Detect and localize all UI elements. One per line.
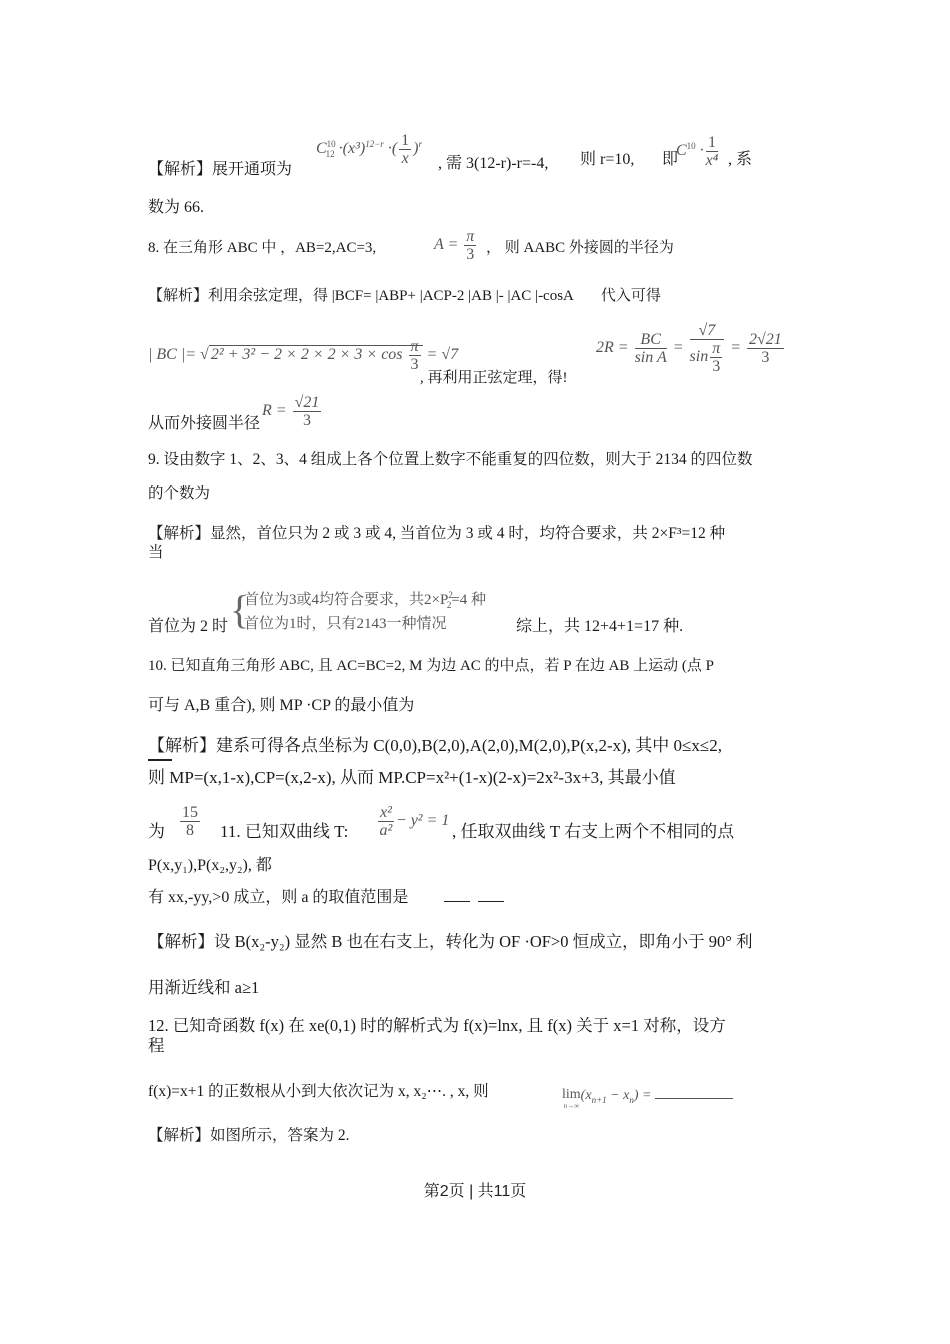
q10-solution-line: 【解析】建系可得各点坐标为 C(0,0),B(2,0),A(2,0),M(2,0),P(x,2-x), 其中 0≤x≤2, bbox=[148, 736, 722, 755]
coefficient-term-formula: $C^{10}$ · $\frac{1}{\text{x⁴}}$ bbox=[676, 134, 719, 169]
sine-rule-text: , 再利用正弦定理，得! bbox=[420, 370, 568, 386]
q9-question: 9. 设由数字 1、2、3、4 组成上各个位置上数字不能重复的四位数，则大于 2134 的四位数 bbox=[148, 451, 753, 468]
q7-condition: , 需 3(12-r)-r=-4, bbox=[438, 155, 549, 172]
answer-blank bbox=[655, 1098, 733, 1099]
q8-question-tail: ， 则 AABC 外接圆的半径为 bbox=[486, 240, 674, 256]
q7-answer-line: 数为 66. bbox=[148, 199, 205, 216]
q9-conclusion: 综上，共 12+4+1=17 种. bbox=[516, 618, 684, 635]
q12-solution: 【解析】如图所示，答案为 2. bbox=[148, 1127, 350, 1144]
q12-question-wrap: 程 bbox=[148, 1036, 165, 1055]
underline-mark bbox=[148, 759, 172, 761]
q10-question: 10. 已知直角三角形 ABC, 且 AC=BC=2, M 为边 AC 的中点，若 P 在边 AB 上运动 (点 P bbox=[148, 658, 714, 674]
radius-conclusion: 从而外接圆半径 bbox=[148, 415, 261, 432]
bc-length-formula: | BC |= √ 2² + 3² − 2 × 2 × 2 × 3 × cos $\frac{\pi}{3}$ = √7 bbox=[148, 338, 459, 373]
q12-question: 12. 已知奇函数 f(x) 在 xe(0,1) 时的解析式为 f(x)=lnx, 且 f(x) 关于 x=1 对称，设方 bbox=[148, 1016, 726, 1035]
q7-xi: , 系 bbox=[728, 151, 753, 168]
binomial-term-formula: $C^{10}_{12} \cdot(x^3)^{12-r}$ ·( $\frac{1}{x}$ )$^r$ bbox=[316, 132, 422, 167]
q8-question: 8. 在三角形 ABC 中 ，AB=2,AC=3, bbox=[148, 240, 377, 256]
min-value-formula: $\frac{15}{8}$ bbox=[182, 804, 198, 839]
case-brace-icon: { bbox=[230, 587, 250, 632]
q7-solution-line bbox=[148, 160, 292, 180]
angle-a-formula: A = $\frac{\pi}{3}$ bbox=[434, 228, 475, 263]
case-1: 首位为3或4均符合要求，共$2\times P^2_2=4$ 种 bbox=[244, 590, 487, 610]
q11-points: P(x,y₁),P(x₂,y₂), 都 bbox=[148, 857, 272, 874]
q8-solution-line: 【解析】利用余弦定理，得 |BCF= |ABP+ |ACP-2 |AB |- |AC |-cosA 代入可得 bbox=[148, 288, 661, 304]
q12-roots: f(x)=x+1 的正数根从小到大依次记为 x, x₂⋯. , x, 则 bbox=[148, 1083, 489, 1100]
q7-r-value: 则 r=10, bbox=[580, 151, 635, 168]
q11-solution-line: 【解析】设 B(x₂-y₂) 显然 B 也在右支上，转化为 OF ·OF>0 恒成立，即角小于 90° 利 bbox=[148, 932, 753, 951]
q11-question-tail: , 任取双曲线 T 右支上两个不相同的点 bbox=[452, 822, 735, 841]
q11-solution-tail: 用渐近线和 a≥1 bbox=[148, 978, 260, 997]
radius-formula: R = $\frac{√21}{3}$ bbox=[262, 394, 320, 429]
page-footer: 第2页 | 共11页 bbox=[423, 1183, 527, 1200]
q9-solution-wrap: 当 bbox=[148, 544, 164, 561]
sine-rule-formula: 2R = $\frac{BC}{\text{sin A}}$ = √7 sin $\frac{\pi}{3}$ = $\frac{2√21}{3}$ bbox=[596, 322, 782, 375]
q11-condition: 有 xx,-yy,>0 成立，则 a 的取值范围是 bbox=[148, 889, 409, 906]
q10-dot-product: 则 MP=(x,1-x),CP=(x,2-x), 从而 MP.CP=x²+(1-x)(2-x)=2x²-3x+3, 其最小值 bbox=[148, 768, 676, 787]
solution-label: 【解析】展开通项为 bbox=[148, 161, 293, 178]
answer-blank bbox=[444, 901, 470, 902]
q10-question-tail: 可与 A,B 重合), 则 MP ·CP 的最小值为 bbox=[148, 697, 415, 714]
limit-formula: lim n→∞ $(x_{n+1} - x_n)$ = bbox=[562, 1088, 733, 1110]
q11-question: 11. 已知双曲线 T: bbox=[220, 822, 349, 841]
q10-min-label: 为 bbox=[148, 822, 165, 841]
hyperbola-formula: $\frac{\text{x²}}{\text{a²}}$ − y² = 1 bbox=[379, 804, 450, 839]
q9-solution-line: 【解析】显然，首位只为 2 或 3 或 4, 当首位为 3 或 4 时，均符合要求，共 2×F³=12 种 bbox=[148, 525, 726, 542]
answer-blank bbox=[478, 901, 504, 902]
q9-first-digit-two: 首位为 2 时 bbox=[148, 618, 229, 635]
case-2: 首位为1时，只有2143一种情况 bbox=[244, 616, 447, 632]
q7-ji: 即 bbox=[662, 151, 679, 168]
q9-question-tail: 的个数为 bbox=[148, 485, 211, 502]
